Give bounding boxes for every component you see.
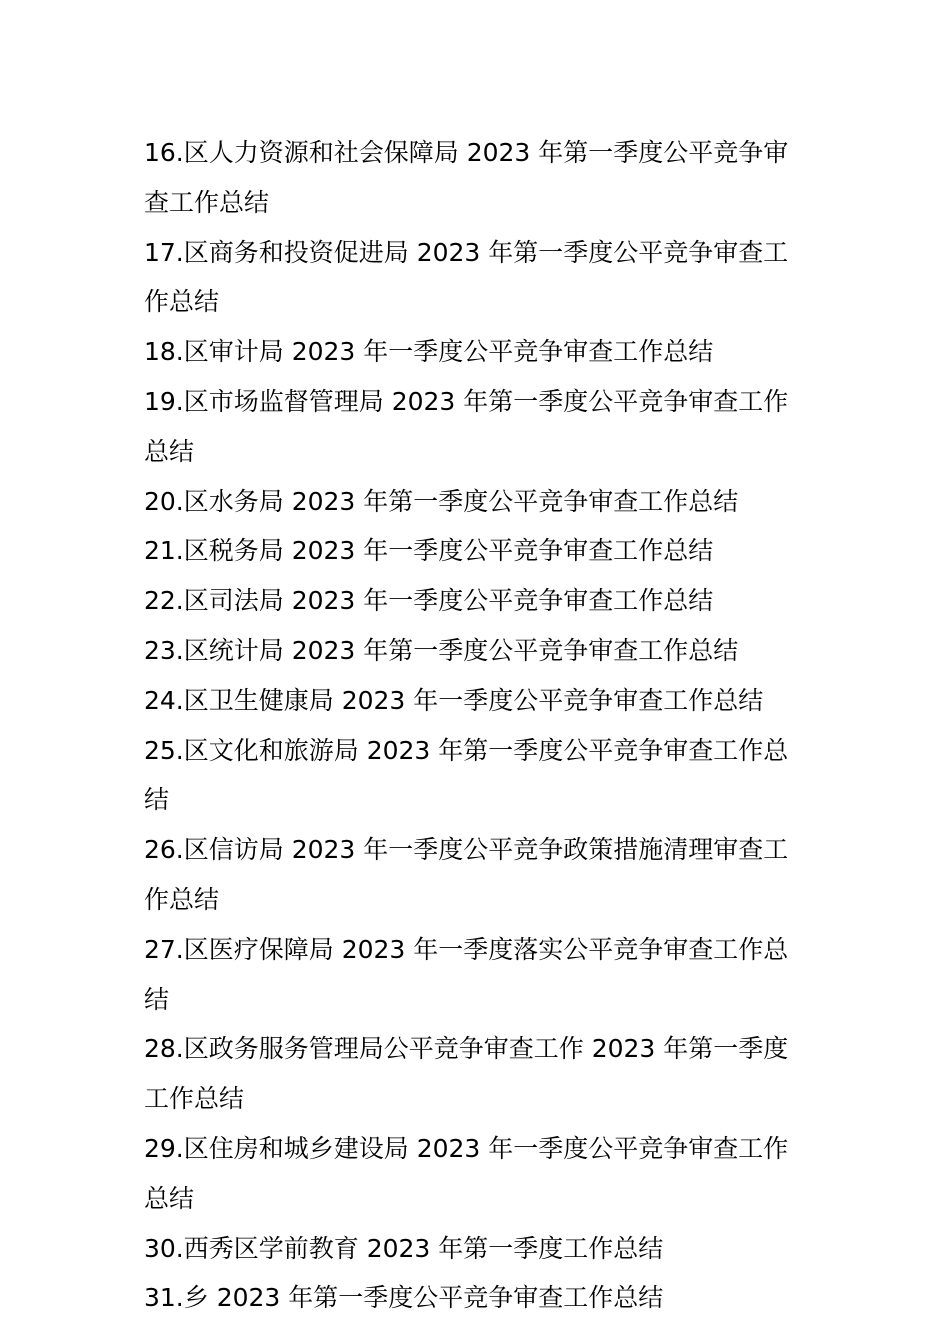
toc-item-17: 17.区商务和投资促进局 2023 年第一季度公平竞争审查工作总结 (144, 237, 789, 317)
document-page (144, 128, 810, 1323)
toc-item-25: 25.区文化和旅游局 2023 年第一季度公平竞争审查工作总结 (144, 735, 789, 815)
toc-list (144, 128, 810, 1323)
toc-item-30: 30.西秀区学前教育 2023 年第一季度工作总结 (144, 1233, 664, 1263)
toc-item-22: 22.区司法局 2023 年一季度公平竞争审查工作总结 (144, 586, 714, 616)
toc-item-19: 19.区市场监督管理局 2023 年第一季度公平竞争审查工作总结 (144, 386, 789, 466)
toc-item-18: 18.区审计局 2023 年一季度公平竞争审查工作总结 (144, 337, 714, 367)
toc-item-21: 21.区税务局 2023 年一季度公平竞争审查工作总结 (144, 536, 714, 566)
toc-item-28: 28.区政务服务管理局公平竞争审查工作 2023 年第一季度工作总结 (144, 1034, 789, 1114)
toc-item-20: 20.区水务局 2023 年第一季度公平竞争审查工作总结 (144, 486, 739, 516)
toc-item-16: 16.区人力资源和社会保障局 2023 年第一季度公平竞争审查工作总结 (144, 138, 789, 217)
toc-item-23: 23.区统计局 2023 年第一季度公平竞争审查工作总结 (144, 635, 739, 665)
toc-item-27: 27.区医疗保障局 2023 年一季度落实公平竞争审查工作总结 (144, 934, 789, 1014)
toc-item-31: 31.乡 2023 年第一季度公平竞争审查工作总结 (144, 1283, 664, 1313)
toc-item-26: 26.区信访局 2023 年一季度公平竞争政策措施清理审查工作总结 (144, 835, 789, 914)
toc-item-29: 29.区住房和城乡建设局 2023 年一季度公平竞争审查工作总结 (144, 1133, 789, 1213)
toc-item-24: 24.区卫生健康局 2023 年一季度公平竞争审查工作总结 (144, 685, 764, 715)
